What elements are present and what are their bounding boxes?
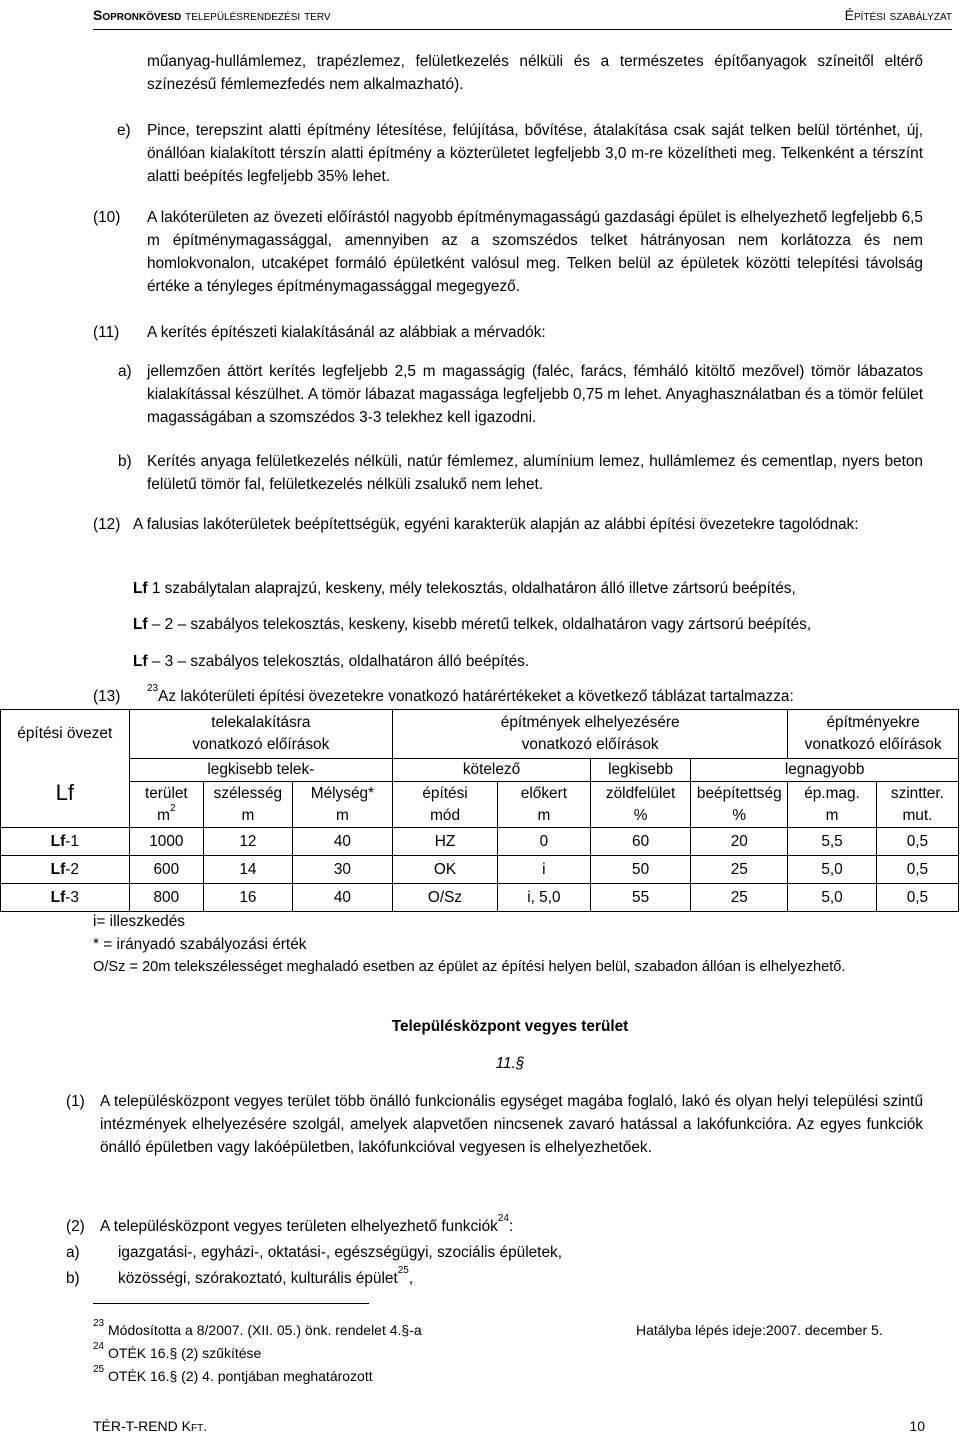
zone-description: szabálytalan alaprajzú, keskeny, mély telekosztás, oldalhatáron álló illetve zártsorú beépítés, [164,580,796,597]
row-code-bold: Lf [50,860,66,878]
zone-code: Lf [133,580,148,597]
footnote-number: 25 [93,1364,105,1375]
table-row [1,856,959,884]
footnote-text: OTÉK 16.§ (2) 4. pontjában meghatározott [108,1368,373,1384]
table-cell: 40 [292,828,392,856]
table-cell: 14 [204,856,293,884]
footnote-ref: 25 [397,1265,409,1276]
section-1-label: (1) [66,1093,85,1110]
header-group-line: vonatkozó előírások [804,736,942,753]
column-unit: % [633,806,648,824]
column-unit: % [732,806,747,824]
header-title-rest: településrendezési terv [181,7,331,23]
function-a-text: igazgatási-, egyházi-, oktatási-, egészségügyi, szociális épületek, [118,1244,562,1261]
zone-description: szabályos telekosztás, oldalhatáron álló beépítés. [190,653,530,670]
column-header [590,782,690,828]
item-e-label: e) [117,122,131,139]
column-name: szintter. [890,784,944,802]
row-code-bold: Lf [50,888,66,906]
table-cell: 600 [129,856,204,884]
row-code [1,856,130,884]
header-group-line: vonatkozó előírások [192,736,330,753]
header-group-structure [788,710,959,759]
row-code-suffix: -2 [65,860,79,878]
paragraph-10-label: (10) [93,209,121,226]
table-cell: 12 [204,828,293,856]
table-cell: 25 [691,856,788,884]
function-b-text [118,1267,413,1290]
table-cell: 50 [590,856,690,884]
column-header [393,782,498,828]
table-subheader-row [1,759,959,782]
column-header [292,782,392,828]
column-unit: mód [430,806,461,824]
zone-number: 3 [164,653,174,670]
section-paragraph-number: 11.§ [495,1055,525,1072]
table-row [1,884,959,912]
column-unit-sup: 2 [169,802,176,814]
table-cell: OK [393,856,498,884]
footnote-text: Módosította a 8/2007. (XII. 05.) önk. rendelet 4.§-a [108,1322,422,1338]
paragraph-13-body: Az lakóterületi építési övezetekre vonatkozó határértékeket a következő táblázat tartalmazza: [158,688,794,705]
zone-description: szabályos telekosztás, keskeny, kisebb méretű telkek, oldalhatáron vagy zártsorú beépítés, [190,616,812,633]
column-name: szélesség [213,784,283,802]
fence-a-label: a) [118,363,132,380]
row-code-suffix: -3 [65,888,79,906]
section-2-tail: : [508,1218,514,1235]
header-group-line: építményekre [826,713,920,731]
function-b-body: közösségi, szórakoztató, kulturális épület [118,1270,398,1287]
column-header [691,782,788,828]
table-note: * = irányadó szabályozási érték [93,936,307,953]
column-unit: m [241,806,255,824]
header-group-line: építmények elhelyezésére [500,713,680,731]
table-cell: 0,5 [876,856,958,884]
table-cell: i [497,856,590,884]
zone-code: Lf [133,653,148,670]
column-name: beépítettség [696,784,782,802]
table-cell: 800 [129,884,204,912]
footer-company: TÉR-T-REND Kft. [93,1418,208,1434]
section-2-label: (2) [66,1218,85,1235]
table-cell: 5,5 [788,828,877,856]
header-zone: építési övezet [1,710,130,759]
paragraph-10-text: A lakóterületen az övezeti előírástól nagyobb építménymagasságú gazdasági épület is elhelyezhető legfeljebb 6,5 m építménymagassággal, amennyiben az a szomszédos telket hátrányosan nem korlátozza és nem homlokvonalon, utcaképet formáló épületként valósul meg. Telken belül az épületek közötti telepítési távolság értéke a tényleges építménymagassággal megegyező. [147,209,923,296]
header-section: Építési szabályzat [844,7,952,23]
row-code [1,884,130,912]
function-b-label: b) [66,1270,80,1287]
column-name: Mélység* [310,784,375,802]
column-unit: m [157,806,170,824]
footnote-ref: 24 [497,1213,509,1224]
fence-b-text: Kerítés anyaga felületkezelés nélküli, natúr fémlemez, alumínium lemez, hullámlemez és cementlap, nyers beton felületű tömör fal, felületkezelés nélküli zsalukő nem lehet. [147,453,923,494]
footnote [93,1366,373,1386]
footnote-number: 24 [93,1341,105,1352]
header-title-bold: Sopronkövesd [93,7,182,23]
paragraph-11-text: A kerítés építészeti kialakításánál az alábbiak a mérvadók: [147,324,546,341]
zone-item: Lf – 3 – szabályos telekosztás, oldalhatáron álló beépítés. [133,653,530,670]
section-2-text [100,1215,513,1238]
column-name: előkert [520,784,567,802]
column-header [788,782,877,828]
paragraph-13-text [147,685,794,708]
column-header [497,782,590,828]
table-cell: 30 [292,856,392,884]
column-header [204,782,293,828]
page-footer [93,1416,925,1437]
header-group-building [393,710,788,759]
column-header [129,782,204,828]
table-cell: HZ [393,828,498,856]
table-cell: 16 [204,884,293,912]
zone-code-cell [1,759,130,828]
row-code-bold: Lf [50,832,66,850]
header-group-line: vonatkozó előírások [521,736,659,753]
footnote [93,1343,261,1363]
table-cell: 25 [691,884,788,912]
footnote-ref: 23 [147,683,159,694]
table-cell: 60 [590,828,690,856]
section-1-text: A településközpont vegyes terület több önálló funkcionális egységet magába foglaló, lakó és olyan helyi települési szintű intézmények elhelyezésére szolgál, amelyek alapvetően nincsenek zavaró hatással a lakófunkcióra. Az egyes funkciók önálló épületben vagy lakóépületben, lakófunkcióval vegyesen is elhelyezhetőek. [100,1093,923,1157]
zone-item [133,577,796,600]
zone-code: Lf [55,779,74,805]
subheader-min-plot: legkisebb telek- [129,759,393,782]
table-cell: 40 [292,884,392,912]
header-title [93,2,331,28]
item-e-text: Pince, terepszint alatti építmény létesítése, felújítása, bővítése, átalakítása csak saját telken belül történhet, új, önállóan kialakított térszín alatti építmény a közterületet legfeljebb 3,0 m-re közelítheti meg. Telkenként a térszínt alatti beépítés legfeljebb 35% lehet. [147,122,923,186]
function-b-tail: , [408,1270,414,1287]
paragraph-11-label: (11) [93,324,120,341]
function-a-label: a) [66,1244,80,1261]
table-cell: 5,0 [788,856,877,884]
column-unit: m [537,806,551,824]
paragraph-13-label: (13) [93,688,121,705]
table-note: i= illeszkedés [93,913,185,930]
table-cell: O/Sz [393,884,498,912]
zoning-table [0,709,959,912]
fence-a-text: jellemzően áttört kerítés legfeljebb 2,5 m magasságig (faléc, farács, fémháló kitöltő mezővel) tömör lábazatos kialakítással készülhet. A tömör lábazat magassága legfeljebb 0,75 m lehet. Anyaghasználatban és a tömör felület magasságában a szomszédos 3-3 telekhez kell igazodni. [147,363,923,427]
header-group-plot [129,710,393,759]
table-cell: 0,5 [876,884,958,912]
row-code-suffix: -1 [65,832,79,850]
continued-text: műanyag-hullámlemez, trapézlemez, felületkezelés nélküli és a természetes építőanyagok színeitől eltérő színezésű fémlemezfedés nem alkalmazható). [147,53,923,94]
page-number: 10 [909,1418,925,1434]
section-2-body: A településközpont vegyes területen elhelyezhető funkciók [100,1218,498,1235]
column-unit: mut. [902,806,933,824]
column-unit: m [825,806,839,824]
footnote-text: OTÉK 16.§ (2) szűkítése [108,1345,262,1361]
column-unit: m [335,806,349,824]
table-cell: 20 [691,828,788,856]
table-cell: 0,5 [876,828,958,856]
footnote-separator [93,1303,369,1304]
table-cell: 1000 [129,828,204,856]
row-code [1,828,130,856]
page-header [93,2,952,30]
table-cell: i, 5,0 [497,884,590,912]
footnote [93,1320,422,1340]
header-group-line: telekalakításra [211,713,311,731]
table-header-row [1,710,959,759]
table-column-row [1,782,959,828]
table-cell: 0 [497,828,590,856]
fence-b-label: b) [118,453,132,470]
subheader-mandatory: kötelező [393,759,591,782]
footnote-effective-date: Hatályba lépés ideje:2007. december 5. [636,1322,883,1338]
zone-number: 1 [151,580,161,597]
table-note: O/Sz = 20m telekszélességet meghaladó esetben az épület az építési helyen belül, szabadon állóan is elhelyezhető. [93,959,846,975]
paragraph-12-text: A falusias lakóterületek beépítettségük, egyéni karakterük alapján az alábbi építési övezetekre tagolódnak: [133,516,859,533]
table-row [1,828,959,856]
table-cell: 55 [590,884,690,912]
zone-number: 2 [164,616,174,633]
column-name: ép.mag. [804,784,860,802]
zone-code: Lf [133,616,148,633]
subheader-minimum: legkisebb [590,759,690,782]
table-cell: 5,0 [788,884,877,912]
section-title: Településközpont vegyes terület [391,1018,629,1035]
paragraph-12-label: (12) [93,516,121,533]
column-header [876,782,958,828]
footnote-number: 23 [93,1318,105,1329]
zone-item: Lf – 2 – szabályos telekosztás, keskeny, kisebb méretű telkek, oldalhatáron vagy zártsorú beépítés, [133,616,812,633]
column-name: terület [144,784,188,802]
column-name: építési [422,784,468,802]
column-name: zöldfelület [605,784,676,802]
subheader-maximum: legnagyobb [691,759,959,782]
